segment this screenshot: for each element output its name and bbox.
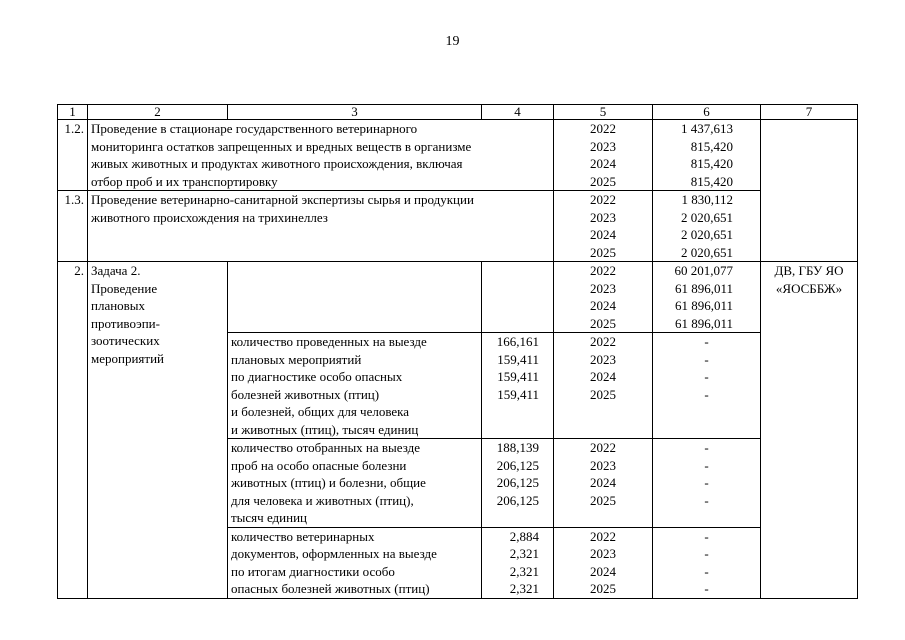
amount-value: 815,420 bbox=[690, 138, 733, 154]
indicator-line: количество проведенных на выезде bbox=[231, 334, 427, 349]
amount-value: 60 201,077 bbox=[674, 263, 733, 278]
executor-line: ДВ, ГБУ ЯО bbox=[774, 263, 844, 278]
year-value: 2022 bbox=[590, 192, 616, 207]
header-cell-7: 7 bbox=[761, 105, 858, 120]
indicator-line: проб на особо опасные болезни bbox=[231, 457, 407, 473]
amount-value: - bbox=[704, 351, 709, 367]
task-line: плановых bbox=[91, 298, 146, 313]
indicator-value: 206,125 bbox=[496, 457, 539, 473]
amount-value: 61 896,011 bbox=[674, 315, 733, 331]
row-number: 1.3. bbox=[58, 191, 88, 262]
description-line: Проведение ветеринарно-санитарной экспертизы сырья и продукции bbox=[91, 192, 474, 207]
description-line: живых животных и продуктах животного происхождения, включая bbox=[91, 156, 463, 171]
row-number: 1.2. bbox=[58, 120, 88, 191]
table-row-1-3 bbox=[58, 191, 858, 262]
description-line: животного происхождения на трихинеллез bbox=[91, 209, 328, 225]
year-value: 2025 bbox=[590, 386, 616, 402]
indicator-line: по диагностике особо опасных bbox=[231, 369, 403, 384]
years-cell bbox=[554, 527, 653, 598]
amounts-cell bbox=[653, 527, 761, 598]
description-line: Проведение в стационаре государственного ветеринарного bbox=[91, 121, 418, 136]
indicator-values bbox=[482, 333, 554, 439]
years-cell bbox=[554, 262, 653, 333]
indicator-cell-empty bbox=[228, 262, 482, 333]
amount-value: - bbox=[704, 546, 709, 561]
executor-cell bbox=[761, 262, 858, 599]
indicator-line: количество отобранных на выезде bbox=[231, 440, 420, 455]
amount-value: 2 020,651 bbox=[681, 244, 733, 260]
indicator-line: по итогам диагностики особо bbox=[231, 563, 395, 579]
year-value: 2022 bbox=[590, 528, 616, 544]
amount-value: 61 896,011 bbox=[674, 298, 733, 313]
value-cell-empty bbox=[482, 262, 554, 333]
indicator-line: для человека и животных (птиц), bbox=[231, 492, 414, 508]
year-value: 2024 bbox=[590, 227, 616, 242]
table-row-2 bbox=[58, 262, 858, 333]
indicator-value: 159,411 bbox=[497, 386, 539, 402]
year-value: 2025 bbox=[590, 581, 616, 596]
year-value: 2022 bbox=[590, 334, 616, 349]
indicator-line: животных (птиц) и болезни, общие bbox=[231, 475, 426, 490]
task-line: мероприятий bbox=[91, 350, 164, 366]
year-value: 2023 bbox=[590, 280, 616, 296]
year-value: 2022 bbox=[590, 263, 616, 278]
amount-value: 1 437,613 bbox=[681, 121, 733, 136]
year-value: 2023 bbox=[590, 209, 616, 225]
indicator-line: документов, оформленных на выезде bbox=[231, 546, 437, 561]
year-value: 2024 bbox=[590, 156, 616, 171]
amounts-cell bbox=[653, 262, 761, 333]
indicator-line: и животных (птиц), тысяч единиц bbox=[231, 421, 419, 437]
amount-value: 2 020,651 bbox=[681, 227, 733, 242]
indicator-description bbox=[228, 527, 482, 598]
measure-description bbox=[88, 191, 554, 262]
year-value: 2022 bbox=[590, 121, 616, 136]
indicator-value: 159,411 bbox=[497, 369, 539, 384]
header-cell-1: 1 bbox=[58, 105, 88, 120]
program-table bbox=[57, 104, 858, 599]
measure-description bbox=[88, 120, 554, 191]
indicator-value: 188,139 bbox=[496, 440, 539, 455]
year-value: 2024 bbox=[590, 369, 616, 384]
header-cell-4: 4 bbox=[482, 105, 554, 120]
year-value: 2023 bbox=[590, 351, 616, 367]
row-number: 2. bbox=[58, 262, 88, 599]
indicator-line: опасных болезней животных (птиц) bbox=[231, 581, 430, 596]
table-row-1-2 bbox=[58, 120, 858, 191]
description-line: отбор проб и их транспортировку bbox=[91, 173, 278, 189]
indicator-line: тысяч единиц bbox=[231, 510, 307, 525]
year-value: 2024 bbox=[590, 563, 616, 579]
description-line: мониторинга остатков запрещенных и вредных веществ в организме bbox=[91, 138, 472, 154]
indicator-description bbox=[228, 333, 482, 439]
year-value: 2022 bbox=[590, 440, 616, 455]
indicator-line: болезней животных (птиц) bbox=[231, 386, 380, 402]
task-line: Проведение bbox=[91, 280, 158, 296]
page-number: 19 bbox=[445, 34, 460, 49]
years-cell bbox=[554, 191, 653, 262]
year-value: 2023 bbox=[590, 457, 616, 473]
header-cell-6: 6 bbox=[653, 105, 761, 120]
amount-value: - bbox=[704, 386, 709, 402]
indicator-value: 2,321 bbox=[509, 563, 539, 579]
amount-value: - bbox=[704, 369, 709, 384]
amount-value: - bbox=[704, 334, 709, 349]
header-row bbox=[58, 105, 858, 120]
indicator-value: 206,125 bbox=[496, 475, 539, 490]
indicator-value: 206,125 bbox=[496, 492, 539, 508]
indicator-value: 2,884 bbox=[509, 528, 539, 544]
amount-value: - bbox=[704, 457, 709, 473]
amount-value: - bbox=[704, 581, 709, 596]
amount-value: - bbox=[704, 563, 709, 579]
amounts-cell bbox=[653, 191, 761, 262]
amounts-cell bbox=[653, 333, 761, 439]
executor-line: «ЯОСББЖ» bbox=[775, 280, 843, 296]
indicator-value: 159,411 bbox=[497, 351, 539, 367]
years-cell bbox=[554, 439, 653, 528]
years-cell bbox=[554, 333, 653, 439]
year-value: 2024 bbox=[590, 298, 616, 313]
indicator-description bbox=[228, 439, 482, 528]
year-value: 2024 bbox=[590, 475, 616, 490]
header-cell-3: 3 bbox=[228, 105, 482, 120]
year-value: 2025 bbox=[590, 173, 616, 189]
task-line: Задача 2. bbox=[91, 263, 141, 278]
amounts-cell bbox=[653, 439, 761, 528]
amount-value: - bbox=[704, 492, 709, 508]
amounts-cell bbox=[653, 120, 761, 191]
task-line: противоэпи- bbox=[91, 315, 160, 331]
indicator-value: 2,321 bbox=[509, 581, 539, 596]
indicator-line: плановых мероприятий bbox=[231, 351, 362, 367]
amount-value: 2 020,651 bbox=[681, 209, 733, 225]
amount-value: 1 830,112 bbox=[681, 192, 733, 207]
header-cell-5: 5 bbox=[554, 105, 653, 120]
year-value: 2025 bbox=[590, 244, 616, 260]
executor-cell-empty bbox=[761, 120, 858, 262]
amount-value: 61 896,011 bbox=[674, 280, 733, 296]
year-value: 2023 bbox=[590, 546, 616, 561]
year-value: 2023 bbox=[590, 138, 616, 154]
indicator-value: 166,161 bbox=[496, 334, 539, 349]
indicator-value: 2,321 bbox=[509, 546, 539, 561]
task-line: зоотических bbox=[91, 333, 160, 348]
indicator-line: и болезней, общих для человека bbox=[231, 404, 410, 419]
indicator-values bbox=[482, 439, 554, 528]
years-cell bbox=[554, 120, 653, 191]
indicator-line: количество ветеринарных bbox=[231, 528, 375, 544]
indicator-values bbox=[482, 527, 554, 598]
year-value: 2025 bbox=[590, 315, 616, 331]
amount-value: - bbox=[704, 528, 709, 544]
header-cell-2: 2 bbox=[88, 105, 228, 120]
amount-value: - bbox=[704, 440, 709, 455]
amount-value: 815,420 bbox=[690, 156, 733, 171]
task-name bbox=[88, 262, 228, 599]
year-value: 2025 bbox=[590, 492, 616, 508]
amount-value: 815,420 bbox=[690, 173, 733, 189]
amount-value: - bbox=[704, 475, 709, 490]
